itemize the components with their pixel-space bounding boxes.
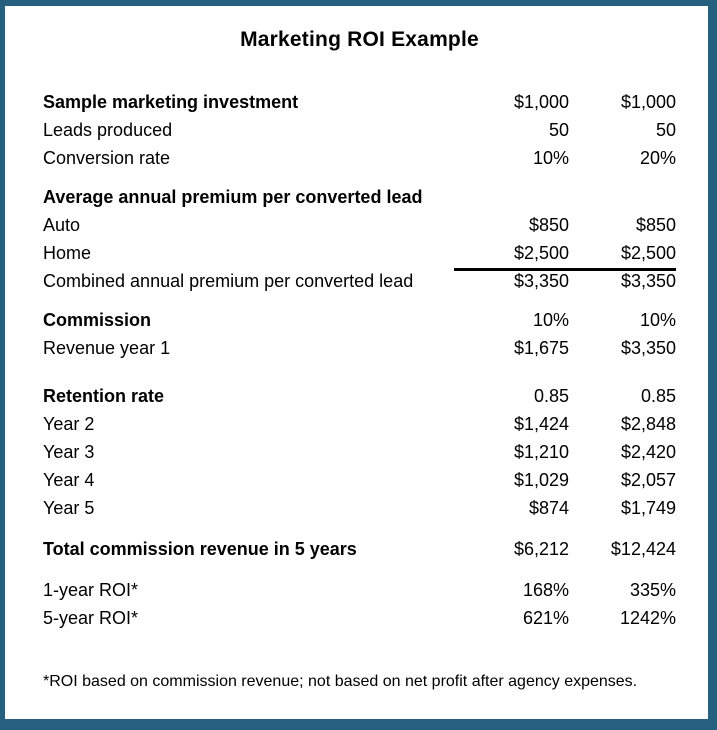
table-row xyxy=(43,306,676,334)
row-value-scenario-2: $3,350 xyxy=(620,338,676,358)
row-value-scenario-2: 0.85 xyxy=(640,386,676,406)
row-value-scenario-2: 20% xyxy=(639,148,676,168)
table-row xyxy=(43,183,676,211)
table-row xyxy=(43,88,676,116)
table-row xyxy=(43,535,676,563)
row-label: 5-year ROI* xyxy=(43,608,139,628)
row-label: Revenue year 1 xyxy=(43,338,171,358)
row-value-scenario-1: $6,212 xyxy=(513,539,569,559)
row-label: Retention rate xyxy=(43,386,165,406)
row-values xyxy=(454,410,676,438)
row-values xyxy=(454,466,676,494)
row-value-scenario-2: $2,848 xyxy=(620,414,676,434)
table-row xyxy=(43,382,676,410)
row-values xyxy=(454,144,676,172)
table-row xyxy=(43,334,676,362)
row-value-scenario-1: 621% xyxy=(522,608,569,628)
row-value-scenario-1: $1,424 xyxy=(513,414,569,434)
row-value-scenario-1: 10% xyxy=(532,148,569,168)
row-value-scenario-2: 335% xyxy=(629,580,676,600)
row-label: Total commission revenue in 5 years xyxy=(43,539,357,559)
row-label: Year 4 xyxy=(43,470,95,490)
row-values xyxy=(454,211,676,239)
row-label: Year 3 xyxy=(43,442,95,462)
row-label: Sample marketing investment xyxy=(43,92,299,112)
row-label: Home xyxy=(43,243,92,263)
table-row xyxy=(43,211,676,239)
table-row xyxy=(43,494,676,522)
row-values xyxy=(454,494,676,522)
row-values xyxy=(454,88,676,116)
roi-table xyxy=(43,88,676,632)
row-value-scenario-1: $850 xyxy=(528,215,569,235)
row-label: 1-year ROI* xyxy=(43,580,139,600)
row-value-scenario-2: $850 xyxy=(635,215,676,235)
row-value-scenario-2: $1,749 xyxy=(620,498,676,518)
table-row xyxy=(43,267,676,295)
row-value-scenario-1: $1,029 xyxy=(513,470,569,490)
table-row xyxy=(43,576,676,604)
row-label: Auto xyxy=(43,215,81,235)
table-row xyxy=(43,604,676,632)
row-value-scenario-1: $1,210 xyxy=(513,442,569,462)
row-value-scenario-1: 10% xyxy=(532,310,569,330)
row-values xyxy=(454,535,676,563)
table-row xyxy=(43,410,676,438)
row-values xyxy=(454,438,676,466)
row-values xyxy=(454,576,676,604)
row-value-scenario-2: $2,420 xyxy=(620,442,676,462)
row-values xyxy=(454,334,676,362)
row-values xyxy=(454,604,676,632)
row-value-scenario-1: 168% xyxy=(522,580,569,600)
row-value-scenario-1: 50 xyxy=(548,120,569,140)
row-value-scenario-2: 50 xyxy=(655,120,676,140)
table-row xyxy=(43,116,676,144)
row-label: Conversion rate xyxy=(43,148,171,168)
table-row xyxy=(43,438,676,466)
row-value-scenario-2: 1242% xyxy=(619,608,676,628)
row-value-scenario-1: 0.85 xyxy=(533,386,569,406)
row-value-scenario-2: $3,350 xyxy=(620,271,676,291)
row-value-scenario-1: $1,000 xyxy=(513,92,569,112)
row-value-scenario-2: $1,000 xyxy=(620,92,676,112)
row-value-scenario-1: $1,675 xyxy=(513,338,569,358)
row-values xyxy=(454,267,676,295)
row-values xyxy=(454,116,676,144)
table-row xyxy=(43,144,676,172)
page-title: Marketing ROI Example xyxy=(240,28,479,51)
row-value-scenario-1: $3,350 xyxy=(513,271,569,291)
row-value-scenario-2: 10% xyxy=(639,310,676,330)
row-label: Year 2 xyxy=(43,414,95,434)
row-value-scenario-2: $2,057 xyxy=(620,470,676,490)
table-row xyxy=(43,466,676,494)
row-label: Year 5 xyxy=(43,498,95,518)
row-label: Commission xyxy=(43,310,152,330)
row-value-scenario-2: $2,500 xyxy=(620,243,676,263)
row-value-scenario-1: $2,500 xyxy=(513,243,569,263)
row-label: Average annual premium per converted lead xyxy=(43,187,423,207)
row-values xyxy=(454,382,676,410)
row-label: Leads produced xyxy=(43,120,173,140)
row-values xyxy=(454,306,676,334)
footnote: *ROI based on commission revenue; not based on net profit after agency expenses. xyxy=(43,673,638,690)
row-label: Combined annual premium per converted lead xyxy=(43,271,414,291)
row-value-scenario-2: $12,424 xyxy=(610,539,676,559)
row-value-scenario-1: $874 xyxy=(528,498,569,518)
